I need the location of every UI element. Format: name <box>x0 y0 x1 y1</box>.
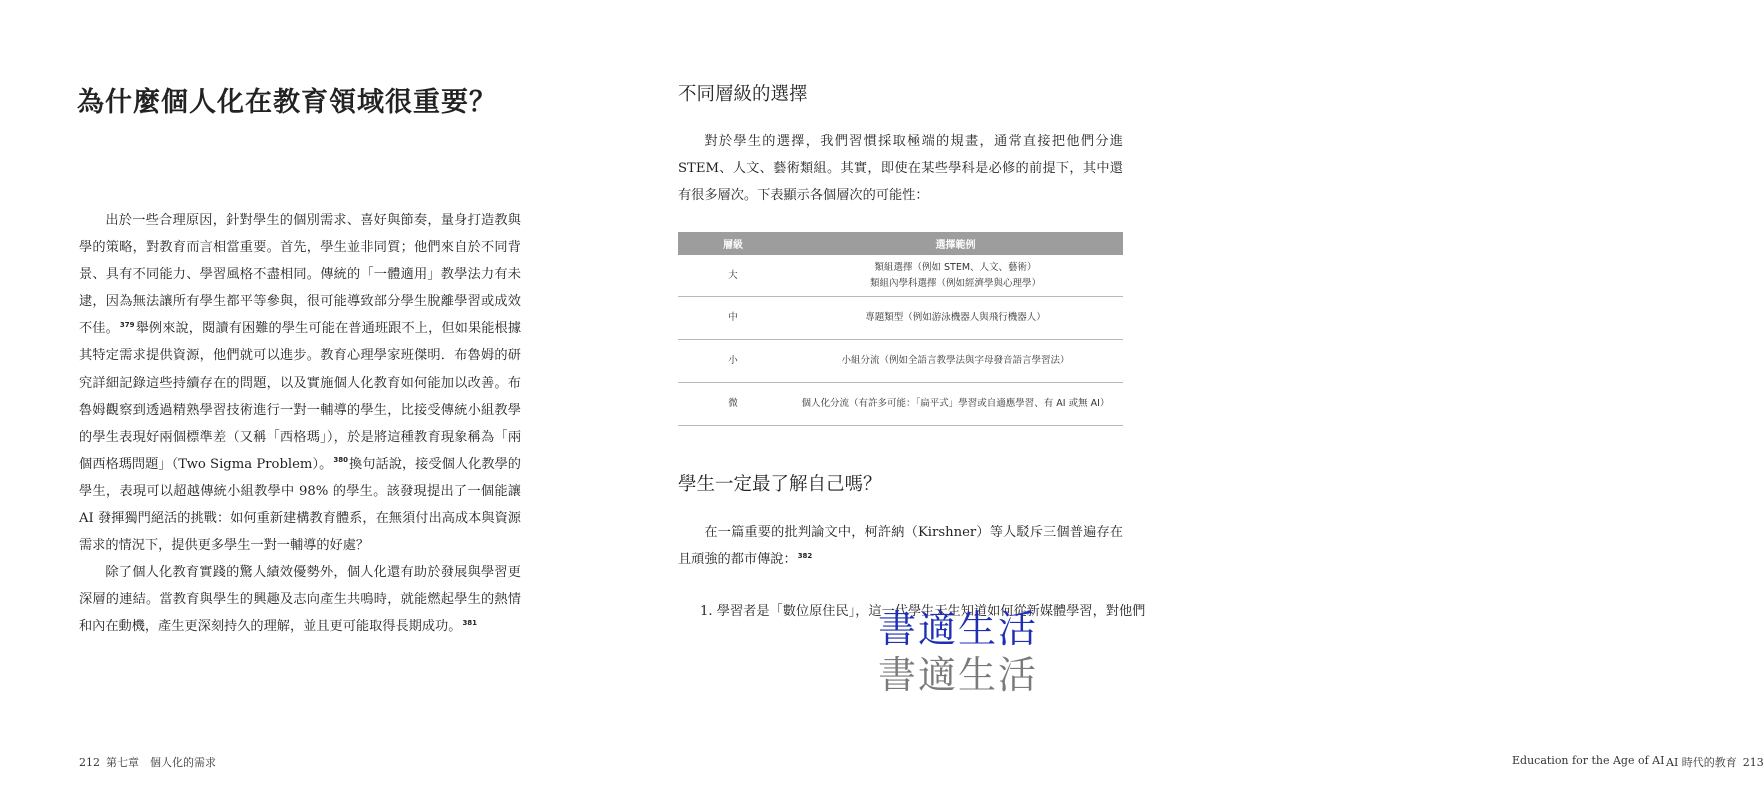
example-line: 類組內學科選擇（例如經濟學與心理學） <box>869 277 1041 289</box>
chinese-book-title: AI 時代的教育 <box>1666 756 1737 769</box>
example-line: 專題類型（例如游泳機器人與飛行機器人） <box>865 312 1046 323</box>
paragraph-1 <box>79 207 521 559</box>
paragraph-1-part-c: 換句話說，接受個人化教學的學生，表現可以超越傳統小組教學中 98% 的學生。該發現提出了一個能讓 AI 發揮獨門絕活的挑戰：如何重新建構教育體系，在無須付出高成本與資源需求的情況下，提供更多學生一對一輔導的好處？ <box>79 456 521 554</box>
kirshner-paragraph <box>678 519 1123 573</box>
table-cell-level: 微 <box>678 383 788 426</box>
right-body-text <box>678 519 1123 573</box>
left-body-text <box>79 207 521 641</box>
footnote-ref-381[interactable]: 381 <box>462 619 478 628</box>
right-page-number: 213 <box>1742 756 1764 769</box>
table-row <box>678 297 1123 340</box>
footnote-ref-380[interactable]: 380 <box>333 456 348 465</box>
table-cell-examples <box>788 340 1123 383</box>
paragraph-2 <box>79 559 521 640</box>
example-line: 小組分流（例如全語言教學法與字母發音語言學習法） <box>841 355 1070 366</box>
table-header-examples: 選擇範例 <box>788 232 1123 255</box>
paragraph-1-part-b: 舉例來說，閱讀有困難的學生可能在普通班跟不上，但如果能根據其特定需求提供資源，他們就可以進步。教育心理學家班傑明．布魯姆的研究詳細記錄這些持續存在的問題，以及實施個人化教育如何能加以改善。布魯姆觀察到透過精熟學習技術進行一對一輔導的學生，比接受傳統小組教學的學生表現好兩個標準差（又稱「西格瑪」），於是將這種教育現象稱為「兩個西格瑪問題」（Two Sigma Problem）。 <box>79 321 522 472</box>
table-header-level: 層級 <box>678 232 788 255</box>
table-row <box>678 255 1123 297</box>
section-heading-students: 學生一定最了解自己嗎？ <box>678 474 882 495</box>
table-cell-examples <box>788 297 1123 340</box>
footnote-ref-382[interactable]: 382 <box>797 551 813 560</box>
table-cell-examples <box>788 383 1123 426</box>
example-line: 類組選擇（例如 STEM、人文、藝術） <box>874 261 1037 273</box>
watermark-logo-gray: 書適生活 <box>878 653 1039 697</box>
paragraph-2-text: 除了個人化教育實踐的驚人績效優勢外，個人化還有助於發展與學習更深層的連結。當教育與學生的興趣及志向產生共鳴時，就能燃起學生的熱情和內在動機，產生更深刻持久的理解，並且更可能取得長期成功。 <box>79 565 521 635</box>
table-header-row <box>678 232 1123 255</box>
example-line: 個人化分流（有許多可能：「扁平式」學習或自適應學習、有 AI 或無 AI） <box>801 398 1110 409</box>
watermark-logo-blue: 書適生活 <box>878 607 1039 651</box>
section-heading-levels: 不同層級的選擇 <box>678 84 808 105</box>
table-cell-examples <box>788 255 1123 297</box>
book-title-footer: Education for the Age of AI <box>1512 754 1665 767</box>
list-item-1: 1. 學習者是「數位原住民」，這一代學生天生知道如何從新媒體學習，對他們 <box>700 604 1146 619</box>
paragraph-1-part-a: 出於一些合理原因，針對學生的個別需求、喜好與節奏，量身打造教與學的策略，對教育而言相當重要。首先，學生並非同質；他們來自於不同背景、具有不同能力、學習風格不盡相同。傳統的「一體適用」教學法力有未逮，因為無法讓所有學生都平等參與，很可能導致部分學生脫離學習或成效不佳。 <box>79 213 521 337</box>
intro-paragraph: 對於學生的選擇，我們習慣採取極端的規畫，通常直接把他們分進 STEM、人文、藝術類組。其實，即使在某些學科是必修的前提下，其中還有很多層次。下表顯示各個層次的可能性： <box>678 134 1123 204</box>
left-page-number: 212 <box>79 756 100 769</box>
right-footer <box>1666 754 1764 770</box>
page-title: 為什麼個人化在教育領域很重要？ <box>77 87 497 118</box>
table-row <box>678 383 1123 426</box>
left-footer <box>79 754 216 770</box>
kirshner-text: 在一篇重要的批判論文中，柯許納（Kirshner）等人駁斥三個普遍存在且頑強的都市傳說： <box>678 525 1123 568</box>
chapter-label: 第七章 個人化的需求 <box>106 756 216 769</box>
choice-levels-table <box>678 232 1123 426</box>
left-page <box>0 0 600 809</box>
table-cell-level: 小 <box>678 340 788 383</box>
table-cell-level: 中 <box>678 297 788 340</box>
right-intro-text <box>678 128 1123 209</box>
table-cell-level: 大 <box>678 255 788 297</box>
table-row <box>678 340 1123 383</box>
footnote-ref-379[interactable]: 379 <box>119 320 135 329</box>
